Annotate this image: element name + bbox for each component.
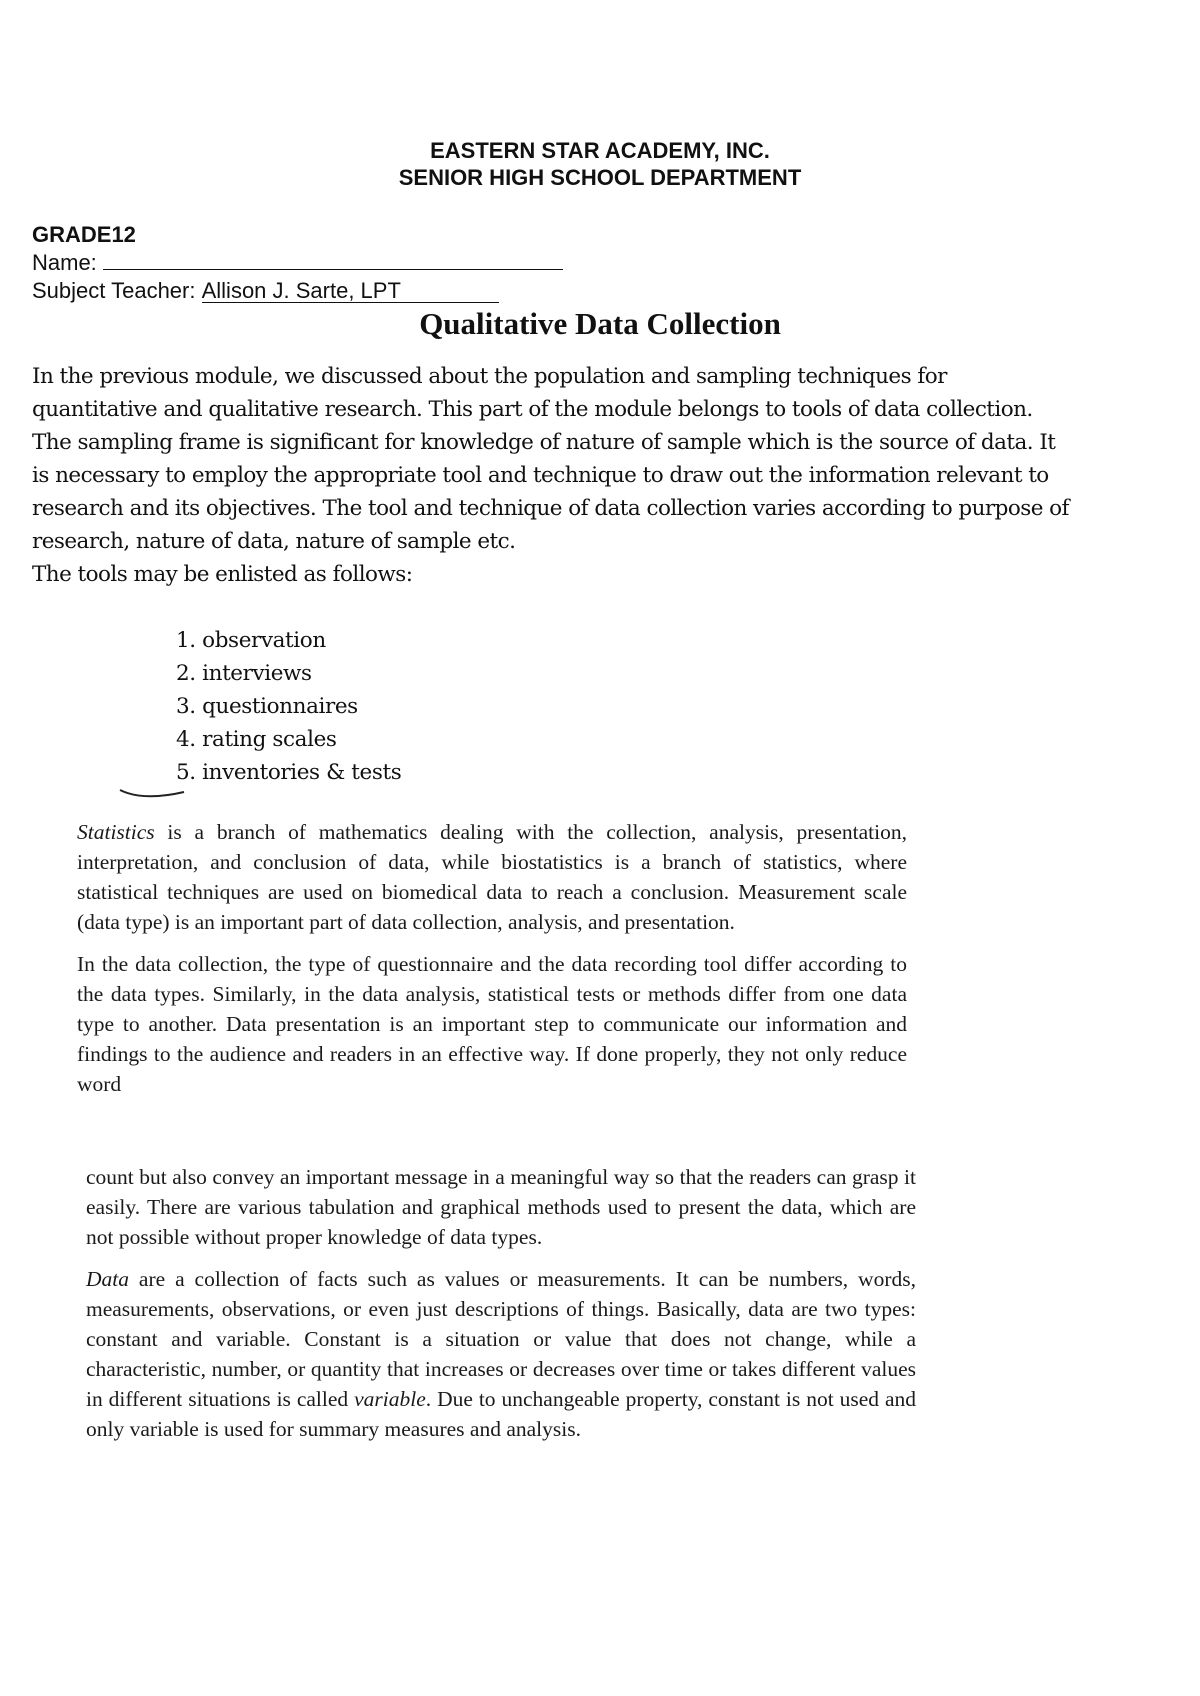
presentation-paragraph: count but also convey an important message in a meaningful way so that the readers can grasp it easily. There are various tabulation and graphical methods used to present the data, which are not possible without proper knowledge of data types. [86,1165,916,1249]
school-name: EASTERN STAR ACADEMY, INC. [430,138,770,163]
list-item: 3. questionnaires [176,694,358,719]
list-item: 5. inventories & tests [176,760,402,785]
teacher-row [32,277,563,305]
data-text-a: are a collection of facts such as values or measurements. It can be numbers, words, measurements, observations, or even just descriptions of things. Basically, data are two types: constant and variable. Constant is a situation or value that does not change, while a characteristic, number, or quantity that increases or decreases over time or takes different values in different situations is called [86,1267,916,1411]
grade-label: GRADE12 [32,222,136,247]
data-text-b: . Due to unchangeable property, constant is not used and only variable is used for summary measures and analysis. [86,1387,916,1441]
department-name: SENIOR HIGH SCHOOL DEPARTMENT [398,165,802,190]
student-info [32,221,563,305]
tools-list [176,624,401,789]
intro-paragraph: In the previous module, we discussed about the population and sampling techniques for quantitative and qualitative research. This part of the module belongs to tools of data collection. The sampling frame is significant for knowledge of nature of sample which is the source of data. It is necessary to employ the appropriate tool and technique to draw out the information relevant to research and its objectives. The tool and technique of data collection varies according to purpose of research, nature of data, nature of sample etc. [32,364,1069,554]
pen-mark [118,786,188,800]
data-term: Data [86,1267,129,1291]
statistics-term: Statistics [77,820,155,844]
intro-section [32,360,1072,591]
list-item: 4. rating scales [176,727,337,752]
page-title: Qualitative Data Collection [419,306,781,341]
data-types-excerpt [86,1162,916,1456]
data-definition-paragraph [86,1264,916,1444]
statistics-excerpt [77,817,907,1111]
name-blank-line [103,249,563,270]
school-header [0,137,1200,191]
list-item: 2. interviews [176,661,312,686]
list-item: 1. observation [176,628,326,653]
tools-lead: The tools may be enlisted as follows: [32,562,413,587]
statistics-text: is a branch of mathematics dealing with the collection, analysis, presentation, interpretation, and conclusion of data, while biostatistics is a branch of statistics, where statistical techniques are used on biomedical data to reach a conclusion. Measurement scale (data type) is an important part of data collection, analysis, and presentation. [77,820,907,934]
name-row [32,249,563,277]
statistics-paragraph [77,817,907,937]
name-label: Name: [32,250,97,275]
data-collection-paragraph: In the data collection, the type of questionnaire and the data recording tool differ according to the data types. Similarly, in the data analysis, statistical tests or methods differ from one data type to another. Data presentation is an important step to communicate our information and findings to the audience and readers in an effective way. If done properly, they not only reduce word [77,952,907,1096]
teacher-name: Allison J. Sarte, LPT [202,280,499,303]
teacher-label: Subject Teacher: [32,278,196,303]
variable-term: variable [354,1387,426,1411]
